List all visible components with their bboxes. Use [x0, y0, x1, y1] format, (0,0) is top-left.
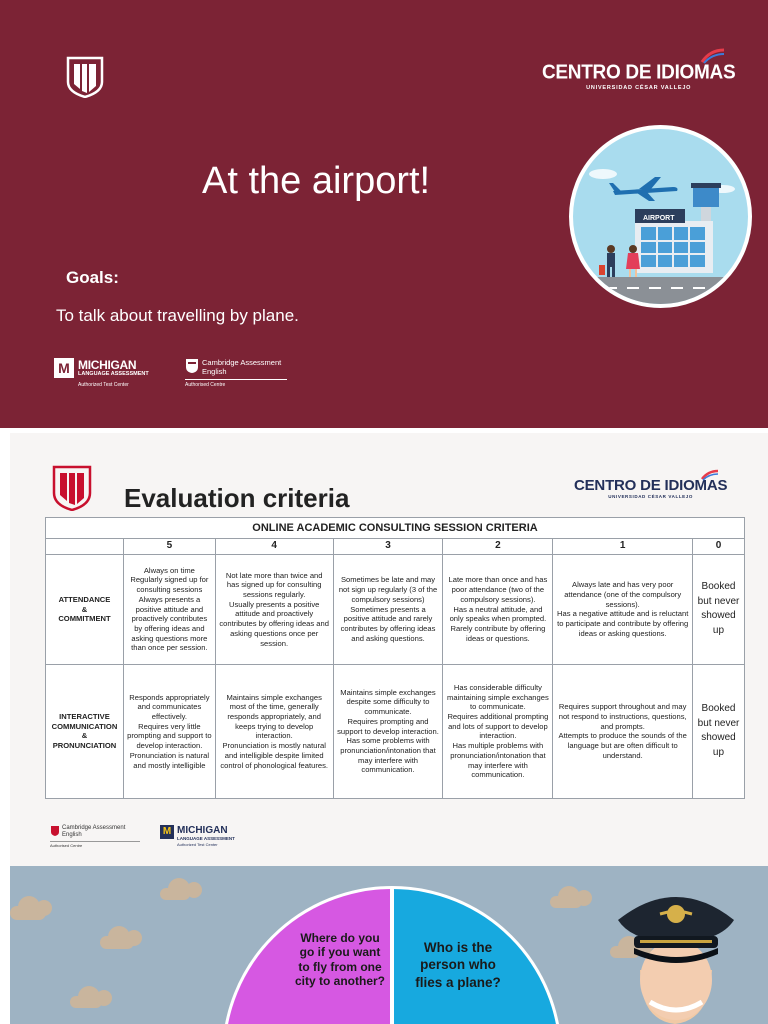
table-row — [46, 554, 745, 664]
score-5: 5 — [123, 539, 215, 555]
cell-communication-3: Maintains simple exchanges despite some difficulty to communicate. Requires prompting and support to develop interaction. Has some problems with pronunciation/intonation that may interfere with communication. — [333, 664, 443, 798]
michigan-line3-2: Authorized Test Center — [177, 842, 218, 847]
cell-communication-2: Has considerable difficulty maintaining simple exchanges to communicate. Requires additional prompting and lots of support to develop interaction. Has multiple problems with pronunciation/intonation that may interfere with communication. — [443, 664, 553, 798]
table-heading: ONLINE ACADEMIC CONSULTING SESSION CRITERIA — [46, 518, 745, 539]
cloud-icon — [100, 936, 134, 949]
quiz-wheel-slide — [10, 866, 768, 1024]
score-0: 0 — [692, 539, 744, 555]
goals-text: To talk about travelling by plane. — [56, 306, 299, 325]
cambridge-line2: English — [202, 367, 227, 376]
michigan-m-icon-2: M — [160, 825, 174, 839]
michigan-m-icon: M — [54, 358, 74, 378]
cell-communication-4: Maintains simple exchanges most of the time, generally responds appropriately, and keeps trying to develop interaction. Pronunciation is mostly natural and intelligible despite limited control of phonological features. — [215, 664, 333, 798]
ucv-shield-logo — [66, 56, 104, 98]
ucv-shield-logo-red — [52, 465, 92, 511]
cambridge-name-2: Cambridge Assessment — [62, 825, 126, 831]
pilot-icon — [600, 880, 750, 1024]
goals-heading: Goals: — [66, 268, 119, 287]
score-4: 4 — [215, 539, 333, 555]
cell-communication-5: Responds appropriately and communicates effectively. Requires very little prompting and support to develop interaction. Pronunciation is natural and mostly intelligible — [123, 664, 215, 798]
cell-attendance-0: Booked but never showed up — [692, 554, 744, 664]
airport-sign: AIRPORT — [643, 215, 675, 222]
score-2: 2 — [443, 539, 553, 555]
michigan-line3: Authorized Test Center — [78, 382, 129, 388]
michigan-name: MICHIGAN — [78, 358, 137, 372]
cloud-icon — [160, 888, 190, 900]
cell-attendance-3: Sometimes be late and may not sign up regularly (3 of the compulsory sessions) Sometimes presents a positive attitude and rarely contributes by offering ideas and asking questions. — [333, 554, 443, 664]
airport-illustration — [569, 125, 752, 308]
cell-attendance-4: Not late more than twice and has signed up for consulting sessions regularly. Usually presents a positive attitude and proactively contributes by offering ideas and asking questions once per session. — [215, 554, 333, 664]
title-slide — [0, 0, 768, 428]
evaluation-slide — [10, 433, 768, 866]
cambridge-name: Cambridge Assessment — [202, 358, 282, 367]
evaluation-title: Evaluation criteria — [124, 483, 350, 513]
brand-sub-2: UNIVERSIDAD CÉSAR VALLEJO — [608, 494, 693, 499]
cloud-icon — [70, 996, 102, 1008]
cambridge-line2-2: English — [62, 832, 82, 838]
question-wheel[interactable] — [222, 886, 562, 1024]
cloud-icon — [10, 906, 46, 920]
cell-communication-0: Booked but never showed up — [692, 664, 744, 798]
michigan-line2-2: LANGUAGE ASSESSMENT — [177, 836, 235, 841]
cell-attendance-1: Always late and has very poor attendance (one of the compulsory sessions). Has a negative attitude and is reluctant to participate and contribute by offering ideas or asking questions. — [553, 554, 693, 664]
cambridge-shield-icon — [185, 358, 199, 374]
cell-communication-1: Requires support throughout and may not respond to instructions, questions, and prompts. Attempts to produce the sounds of the language but are often difficult to understand. — [553, 664, 693, 798]
brand-swoosh-icon — [700, 48, 726, 64]
brand-name: CENTRO DE IDIOMAS — [542, 61, 736, 84]
airplane-icon — [609, 177, 678, 201]
michigan-line2: LANGUAGE ASSESSMENT — [78, 371, 149, 377]
brand-sub: UNIVERSIDAD CÉSAR VALLEJO — [586, 85, 692, 91]
brand-swoosh-icon-2 — [700, 469, 720, 481]
airport-scene-icon — [573, 129, 748, 304]
score-1: 1 — [553, 539, 693, 555]
question-1: Where do you go if you want to fly from one city to another? — [295, 931, 386, 989]
question-2: Who is the person who flies a plane? — [415, 940, 501, 990]
row-label-attendance: ATTENDANCE & COMMITMENT — [46, 554, 124, 664]
score-3: 3 — [333, 539, 443, 555]
cell-attendance-2: Late more than once and has poor attendance (two of the compulsory sessions). Has a neutral attitude, and only speaks when prompted. Rarely contribute by offering ideas or questions. — [443, 554, 553, 664]
cambridge-line3-2: Authorised Centre — [50, 843, 83, 848]
cambridge-line3: Authorised Centre — [185, 382, 226, 388]
table-row — [46, 664, 745, 798]
brand-name-2: CENTRO DE IDIOMAS — [574, 477, 728, 494]
criteria-table — [45, 517, 745, 799]
cell-attendance-5: Always on time Regularly signed up for consulting sessions Always presents a positive attitude and proactively contributes by offering ideas and asking questions more than once per session. — [123, 554, 215, 664]
row-label-communication: INTERACTIVE COMMUNICATION & PRONUNCIATION — [46, 664, 124, 798]
slide-title: At the airport! — [202, 160, 431, 202]
michigan-name-2: MICHIGAN — [177, 825, 228, 836]
centro-de-idiomas-logo — [542, 62, 735, 91]
cambridge-shield-icon-2 — [50, 825, 60, 837]
